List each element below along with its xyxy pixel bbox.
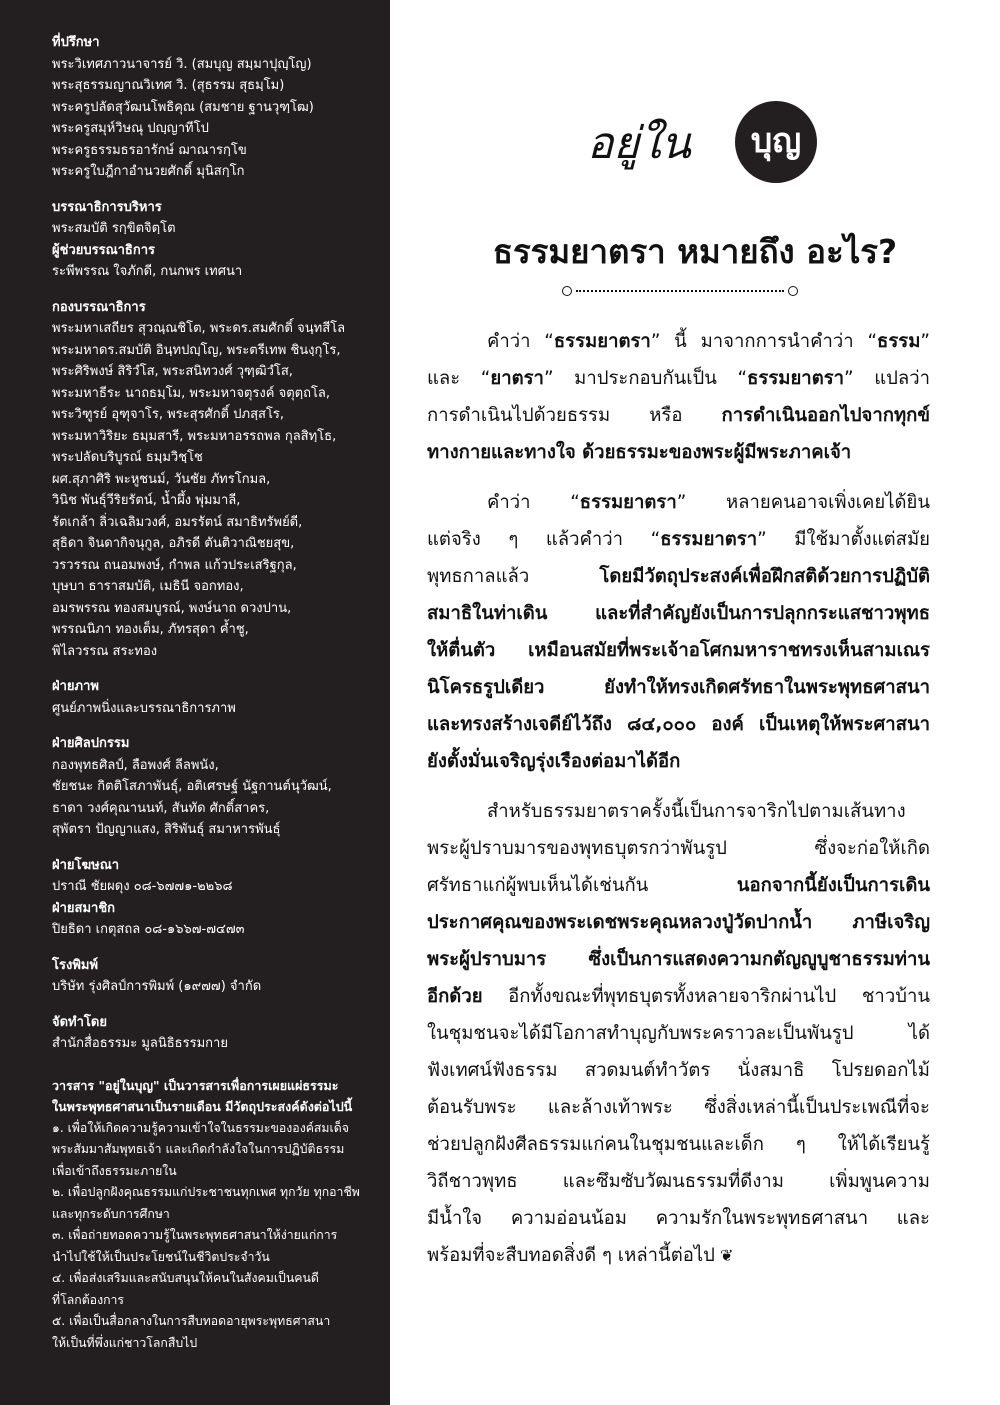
article-line	[427, 1200, 930, 1237]
bold-text: ให้ตื่นตัว เหมือนสมัยที่พระเจ้าอโศกมหาราชทรงเห็นสามเณร	[427, 640, 930, 661]
title-divider	[562, 286, 798, 296]
credit-heading: ฝ่ายภาพ	[52, 679, 99, 694]
credit-line: พรรณนิภา ทองเต็ม, ภัทรสุดา ค้ำชู,	[52, 622, 249, 637]
text: คำว่า “	[487, 331, 554, 352]
text: ในชุมชนจะได้มีโอกาสทำบุญกับพระคราวละเป็นพันรูป ได้	[427, 1023, 930, 1044]
bold-text: การดำเนินออกไปจากทุกข์	[721, 405, 930, 426]
bold-text: ประกาศคุณของพระเดชพระคุณหลวงปู่วัดปากน้ำ ภาษีเจริญ	[427, 912, 930, 933]
text: ” แปลว่า	[844, 368, 930, 389]
text: ” มาประกอบกันเป็น “	[543, 368, 748, 389]
credit-heading: โรงพิมพ์	[52, 957, 99, 973]
bold-text: พระผู้ปราบมาร ซึ่งเป็นการแสดงความกตัญญูบูชาธรรมท่าน	[427, 949, 930, 970]
article-line	[427, 360, 930, 397]
text: มีน้ำใจ ความอ่อนน้อม ความรักในพระพุทธศาสนา และ	[427, 1208, 930, 1229]
credit-heading: ฝ่ายศิลปกรรม	[52, 736, 130, 751]
credit-line: พระครูสมุห์วิษณุ ปญฺญาทีโป	[52, 121, 209, 136]
text: ฟังเทศน์ฟังธรรม สวดมนต์ทำวัตร นั่งสมาธิ โปรยดอกไม้	[427, 1060, 930, 1081]
credit-line: ปราณี ชัยผดุง ๐๘-๖๗๗๑-๒๒๖๘	[52, 879, 233, 894]
text: คำว่า “	[487, 492, 580, 513]
credit-line: สุพัตรา ปัญญาแสง, สิริพันธุ์ สมาหารพันธุ์	[52, 822, 281, 837]
article-line	[427, 1163, 930, 1200]
credit-line: พระศิริพงษ์ สิริวํโส, พระสนิทวงศ์ วุฑฺฒิวํโส,	[52, 364, 293, 379]
text: สำหรับธรรมยาตราครั้งนี้เป็นการจาริกไปตามเส้นทาง	[487, 801, 906, 822]
credit-line: รัตเกล้า ลิ่วเฉลิมวงศ์, อมรรัตน์ สมาธิทรัพย์ดี,	[52, 514, 303, 530]
mission-item: นำไปใช้ให้เป็นประโยชน์ในชีวิตประจำวัน	[52, 1249, 270, 1264]
mission-item: ให้เป็นที่พึ่งแก่ชาวโลกสืบไป	[52, 1335, 198, 1350]
credit-heading: บรรณาธิการบริหาร	[52, 199, 162, 215]
credit-section	[52, 197, 374, 283]
credit-heading: ผู้ช่วยบรรณาธิการ	[52, 242, 156, 258]
article-line	[427, 793, 930, 830]
article-line	[427, 1089, 930, 1126]
credit-line: พิไลวรรณ สระทอง	[52, 643, 158, 659]
credit-line: ปิยธิดา เกตุสถล ๐๘-๑๖๖๗-๗๔๗๓	[52, 922, 245, 937]
mission-item: และทุกระดับการศึกษา	[52, 1206, 170, 1221]
mission-statement	[52, 1075, 374, 1355]
credit-line: พระสุธรรมญาณวิเทศ วิ. (สุธรรม สุธมฺโม)	[52, 78, 285, 93]
credit-line: สำนักสื่อธรรมะ มูลนิธิธรรมกาย	[52, 1036, 228, 1051]
credit-line: ระพีพรรณ ใจภักดี, กนกพร เทศนา	[52, 264, 243, 279]
divider-right-ring	[788, 286, 798, 296]
article-line	[427, 397, 930, 434]
credit-section	[52, 1012, 374, 1055]
credit-line: พระวิเทศภาวนาจารย์ วิ. (สมบุญ สมฺมาปุญฺโญ)	[52, 56, 312, 72]
bold-text: นอกจากนี้ยังเป็นการเดิน	[736, 875, 930, 896]
article-line	[427, 743, 930, 780]
bold-text: ธรรมยาตรา	[747, 368, 845, 389]
credit-line: ผศ.สุภาศิริ พะหูชนม์, วันชัย ภัทรโกมล,	[52, 471, 271, 487]
divider-dots	[576, 290, 784, 292]
credit-line: พระปลัดบริบูรณ์ ธมฺมวิชฺโช	[52, 450, 203, 465]
credit-section	[52, 855, 374, 941]
bold-text: ธรรมยาตรา	[579, 492, 677, 513]
article-title: ธรรมยาตรา หมายถึง อะไร?	[492, 232, 898, 271]
article-line	[427, 941, 930, 978]
article-line	[427, 323, 930, 360]
credit-section	[52, 955, 374, 998]
bold-text: โดยมีวัตถุประสงค์เพื่อฝึกสติด้วยการปฏิบัติ	[599, 566, 930, 587]
article-line	[427, 706, 930, 743]
bold-text: ธรรม	[877, 331, 921, 352]
credit-line: พระวิฑูรย์ อุฑุจาโร, พระสุรศักดิ์ ปภสฺสโร,	[52, 407, 285, 422]
credit-heading: จัดทำโดย	[52, 1014, 107, 1030]
article-body	[427, 323, 930, 1287]
credit-line: พระครูปลัดสุวัฒนโพธิคุณ (สมชาย ฐานวุฑฺโฒ)	[52, 99, 314, 115]
bold-text: อีกด้วย	[427, 986, 483, 1007]
credit-heading: ฝ่ายโฆษณา	[52, 857, 120, 873]
article-line	[427, 830, 930, 867]
text: ช่วยปลูกฝังศีลธรรมแก่คนในชุมชนและเด็ก ๆ ให้ได้เรียนรู้	[427, 1134, 930, 1155]
article-line	[427, 434, 930, 471]
credits-list	[52, 32, 374, 1368]
bold-text: และทรงสร้างเจดีย์ไว้ถึง ๘๔,๐๐๐ องค์ เป็นเหตุให้พระศาสนา	[427, 714, 930, 735]
bold-text: ธรรมยาตรา	[660, 529, 758, 550]
credit-line: พระครูใบฎีกาอำนวยศักดิ์ มุนิสกฺโก	[52, 164, 245, 179]
logo-circle: บุญ	[735, 101, 817, 183]
text: ศรัทธาแก่ผู้พบเห็นได้เช่นกัน	[427, 875, 737, 896]
magazine-logo	[587, 96, 817, 186]
text: ”	[920, 331, 930, 352]
credit-section	[52, 676, 374, 719]
text: การดำเนินไปด้วยธรรม หรือ	[427, 405, 722, 426]
article-line	[427, 904, 930, 941]
credit-line: ธาดา วงศ์คุณานนท์, สันทัด ศักดิ์สาคร,	[52, 800, 270, 816]
text: พุทธกาลแล้ว	[427, 566, 600, 587]
credit-line: ศูนย์ภาพนิ่งและบรรณาธิการภาพ	[52, 700, 236, 716]
bold-text: ทางกายและทางใจ ด้วยธรรมะของพระผู้มีพระภาคเจ้า	[427, 442, 852, 463]
mission-item: ๒. เพื่อปลูกฝังคุณธรรมแก่ประชาชนทุกเพศ ทุกวัย ทุกอาชีพ	[52, 1185, 360, 1199]
article-paragraph	[427, 793, 930, 1274]
text: วิถีชาวพุทธ และซึมซับวัฒนธรรมที่ดีงาม เพิ่มพูนความ	[427, 1171, 930, 1192]
divider-left-ring	[562, 286, 572, 296]
mission-item: เพื่อเข้าถึงธรรมะภายใน	[52, 1163, 177, 1178]
credit-line: พระสมบัติ รกฺขิตจิตฺโต	[52, 221, 176, 236]
article	[390, 0, 1000, 1405]
credit-line: อมรพรรณ ทองสมบูรณ์, พงษ์นาถ ดวงปาน,	[52, 600, 292, 616]
credit-line: พระมหาเสถียร สุวณฺณชิโต, พระดร.สมศักดิ์ จนฺทสีโล	[52, 321, 346, 336]
text: ” มีใช้มาตั้งแต่สมัย	[757, 529, 930, 550]
credit-line: พระมหาดร.สมบัติ อินฺทปญฺโญ, พระตรีเทพ ชินงฺกุโร,	[52, 342, 341, 358]
credit-section	[52, 32, 374, 183]
article-paragraph	[427, 323, 930, 471]
credit-line: พระมหาวิริยะ ธมฺมสารี, พระมหาอรรถพล กุลสิทฺโธ,	[52, 428, 337, 444]
text: และ “	[427, 368, 491, 389]
credit-line: พระครูธรรมธรอารักษ์ ฌาณารกฺโข	[52, 142, 247, 158]
article-line	[427, 484, 930, 521]
credit-line: ชัยชนะ กิตติโสภาพันธุ์, อติเศรษฐ์ นัฐกานต์นุวัฒน์,	[52, 779, 332, 794]
article-line	[427, 978, 930, 1015]
credit-heading: ฝ่ายสมาชิก	[52, 900, 116, 916]
credit-heading: ที่ปรึกษา	[52, 35, 100, 50]
credit-section	[52, 733, 374, 841]
mission-title: ในพระพุทธศาสนาเป็นรายเดือน มีวัตถุประสงค์ดังต่อไปนี้	[52, 1099, 353, 1114]
credit-line: วรวรรณ ถนอมพงษ์, กำพล แก้วประเสริฐกุล,	[52, 557, 297, 573]
credits-sidebar	[0, 0, 390, 1405]
article-line	[427, 669, 930, 706]
credit-line: วินิช พันธุ์วีริยรัตน์, น้ำผึ้ง พุ่มมาลี,	[52, 493, 241, 508]
text: พร้อมที่จะสืบทอดสิ่งดี ๆ เหล่านี้ต่อไป	[427, 1245, 715, 1266]
credit-heading: กองบรรณาธิการ	[52, 299, 146, 315]
text: ต้อนรับพระ และล้างเท้าพระ ซึ่งสิ่งเหล่านี้เป็นประเพณีที่จะ	[427, 1097, 930, 1118]
text: ” นี้ มาจากการนำคำว่า “	[650, 331, 878, 352]
bold-text: ธรรมยาตรา	[553, 331, 651, 352]
mission-title: วารสาร "อยู่ในบุญ" เป็นวารสารเพื่อการเผยแผ่ธรรมะ	[52, 1077, 339, 1093]
article-line	[427, 595, 930, 632]
credit-line: บริษัท รุ่งศิลป์การพิมพ์ (๑๙๗๗) จำกัด	[52, 979, 262, 994]
mission-item: ๓. เพื่อถ่ายทอดความรู้ในพระพุทธศาสนาให้ง่ายแก่การ	[52, 1228, 338, 1242]
mission-item: พระสัมมาสัมพุทธเจ้า และเกิดกำลังใจในการปฏิบัติธรรม	[52, 1142, 345, 1156]
end-mark-icon: ❦	[714, 1246, 734, 1265]
mission-item: ๔. เพื่อส่งเสริมและสนับสนุนให้คนในสังคมเป็นคนดี	[52, 1271, 319, 1285]
credit-line: พระมหาธีระ นาถธมฺโม, พระมหาจตุรงค์ จตุตฺถโล,	[52, 385, 331, 401]
mission-item: ๑. เพื่อให้เกิดความรู้ความเข้าใจในธรรมะขององค์สมเด็จ	[52, 1120, 349, 1135]
bold-text: ยังตั้งมั่นเจริญรุ่งเรืองต่อมาได้อีก	[427, 751, 681, 772]
credit-line: กองพุทธศิลป์, ลือพงศ์ ลีลพนัง,	[52, 757, 219, 773]
article-line	[427, 558, 930, 595]
bold-text: สมาธิในท่าเดิน และที่สำคัญยังเป็นการปลุกกระแสชาวพุทธ	[427, 603, 930, 624]
article-paragraph	[427, 484, 930, 780]
article-line	[427, 1237, 930, 1274]
logo-text: อยู่ใน	[587, 118, 691, 169]
article-line	[427, 1015, 930, 1052]
article-line	[427, 867, 930, 904]
article-line	[427, 521, 930, 558]
bold-text: ยาตรา	[490, 368, 544, 389]
text: พระผู้ปราบมารของพุทธบุตรกว่าพันรูป ซึ่งจะก่อให้เกิด	[427, 838, 930, 859]
credit-line: บุษบา ธาราสมบัติ, เมธินี จอกทอง,	[52, 579, 244, 594]
mission-item: ๕. เพื่อเป็นสื่อกลางในการสืบทอดอายุพระพุทธศาสนา	[52, 1314, 331, 1328]
text: ” หลายคนอาจเพิ่งเคยได้ยิน	[676, 492, 930, 513]
text: อีกทั้งขณะที่พุทธบุตรทั้งหลายจาริกผ่านไป ชาวบ้าน	[482, 986, 930, 1007]
credit-section	[52, 297, 374, 663]
bold-text: นิโครธรูปเดียว ยังทำให้ทรงเกิดศรัทธาในพระพุทธศาสนา	[427, 677, 930, 698]
article-line	[427, 632, 930, 669]
article-line	[427, 1052, 930, 1089]
mission-item: ที่โลกต้องการ	[52, 1292, 125, 1307]
text: แต่จริง ๆ แล้วคำว่า “	[427, 529, 661, 550]
article-line	[427, 1126, 930, 1163]
credit-line: สุธิดา จินดากิจนุกูล, อภิรดี ตันติวาณิชยสุข,	[52, 536, 295, 551]
